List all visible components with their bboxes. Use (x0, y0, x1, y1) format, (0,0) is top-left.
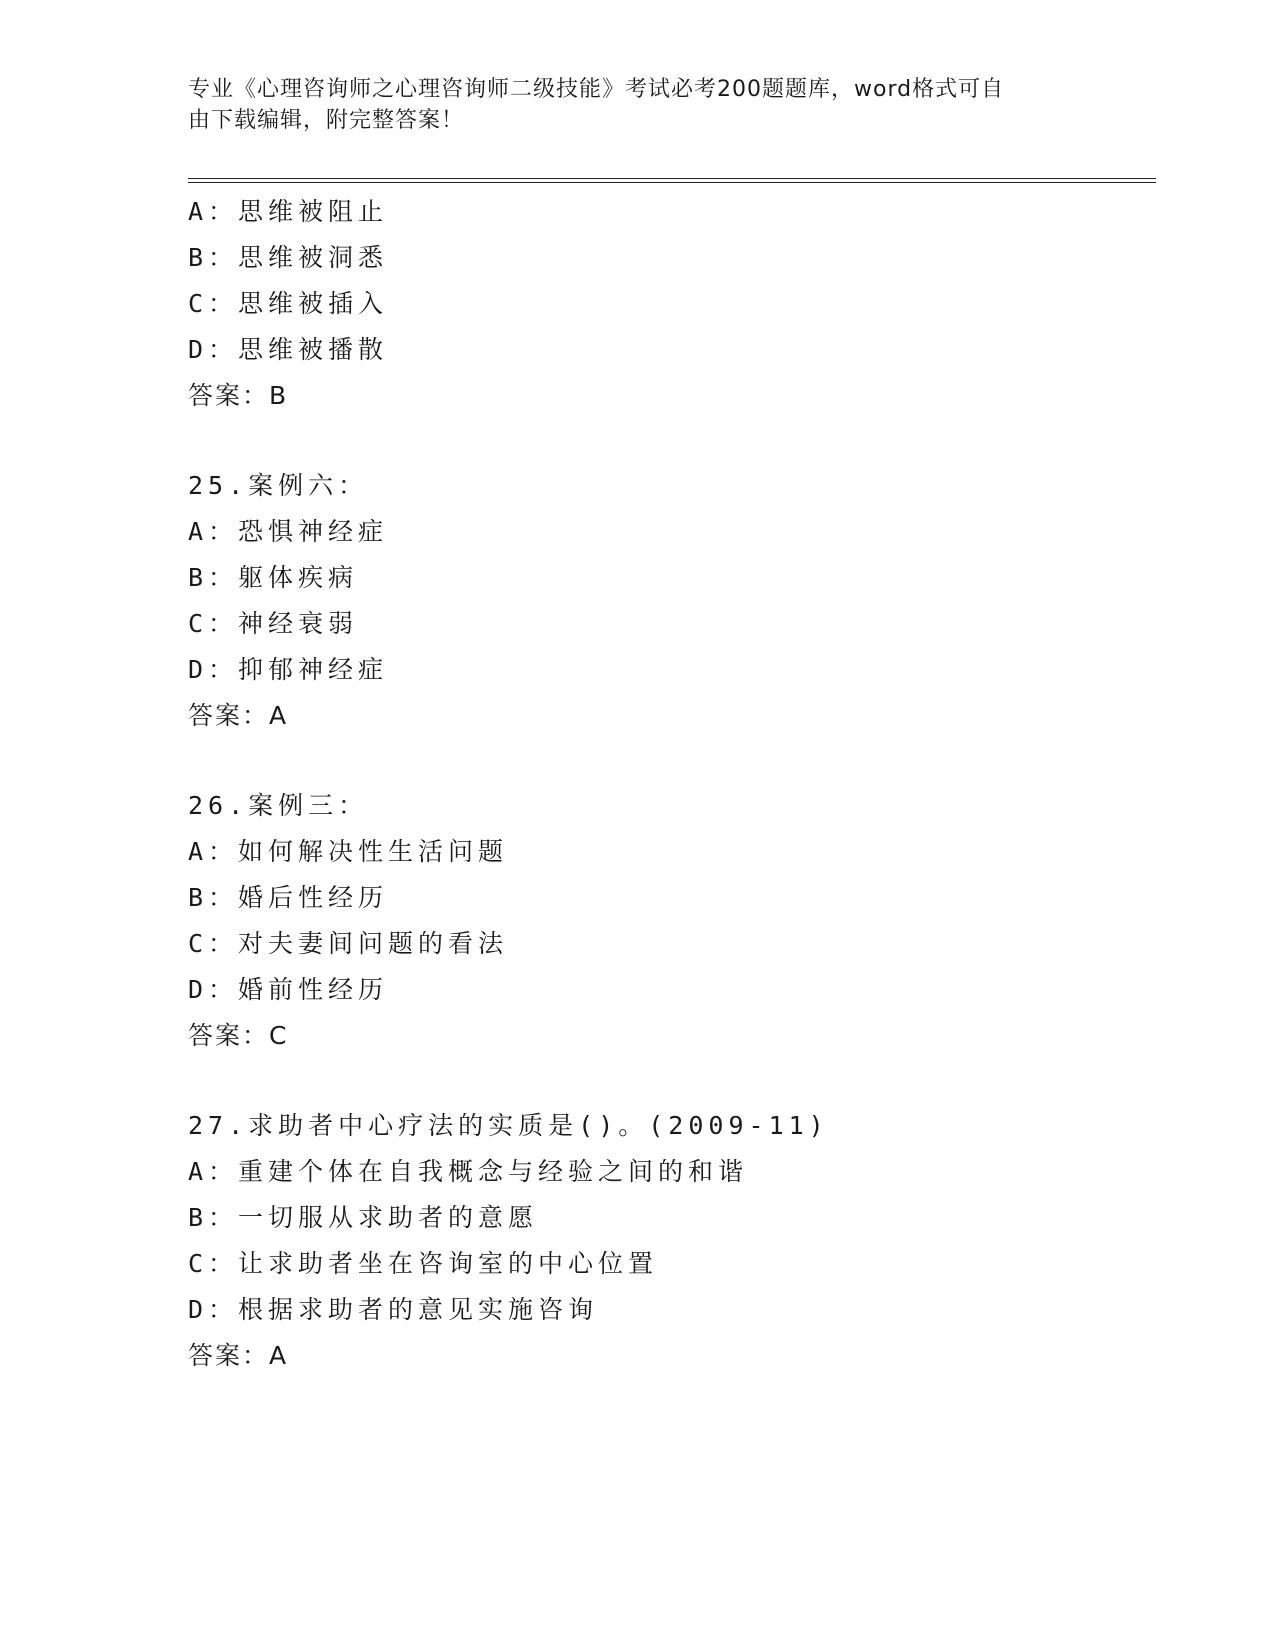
option-c: C：对夫妻间问题的看法 (188, 929, 509, 958)
option-b: B：躯体疾病 (188, 563, 359, 592)
option-a: A：如何解决性生活问题 (188, 837, 509, 866)
option-b: B：思维被洞悉 (188, 243, 389, 272)
answer-line: 答案：B (188, 381, 289, 410)
answer-line: 答案：A (188, 1341, 289, 1370)
block-spacer (188, 419, 1148, 463)
option-c: C：思维被插入 (188, 289, 389, 318)
option-d: D：抑郁神经症 (188, 655, 389, 684)
question-block (188, 463, 1148, 739)
option-a: A：重建个体在自我概念与经验之间的和谐 (188, 1157, 749, 1186)
header-rule-top (188, 178, 1156, 179)
answer-line: 答案：C (188, 1021, 289, 1050)
header-line-2: 由下载编辑，附完整答案！ (188, 108, 465, 133)
question-block (188, 783, 1148, 1059)
answer-line: 答案：A (188, 701, 289, 730)
option-b: B：一切服从求助者的意愿 (188, 1203, 539, 1232)
option-a: A：思维被阻止 (188, 197, 389, 226)
option-d: D：思维被播散 (188, 335, 389, 364)
option-d: D：婚前性经历 (188, 975, 389, 1004)
question-text: 26.案例三： (188, 791, 369, 820)
question-block (188, 1103, 1148, 1379)
question-text: 25.案例六： (188, 471, 369, 500)
header-rule-bottom (188, 182, 1156, 183)
question-list (188, 189, 1148, 1379)
option-c: C：神经衰弱 (188, 609, 359, 638)
option-d: D：根据求助者的意见实施咨询 (188, 1295, 599, 1324)
document-header (188, 74, 1068, 136)
question-block (188, 189, 1148, 419)
option-a: A：恐惧神经症 (188, 517, 389, 546)
block-spacer (188, 739, 1148, 783)
option-b: B：婚后性经历 (188, 883, 389, 912)
question-text: 27.求助者中心疗法的实质是()。(2009-11) (188, 1111, 829, 1140)
header-line-1: 专业《心理咨询师之心理咨询师二级技能》考试必考200题题库，word格式可自 (188, 77, 1005, 102)
block-spacer (188, 1059, 1148, 1103)
option-c: C：让求助者坐在咨询室的中心位置 (188, 1249, 659, 1278)
